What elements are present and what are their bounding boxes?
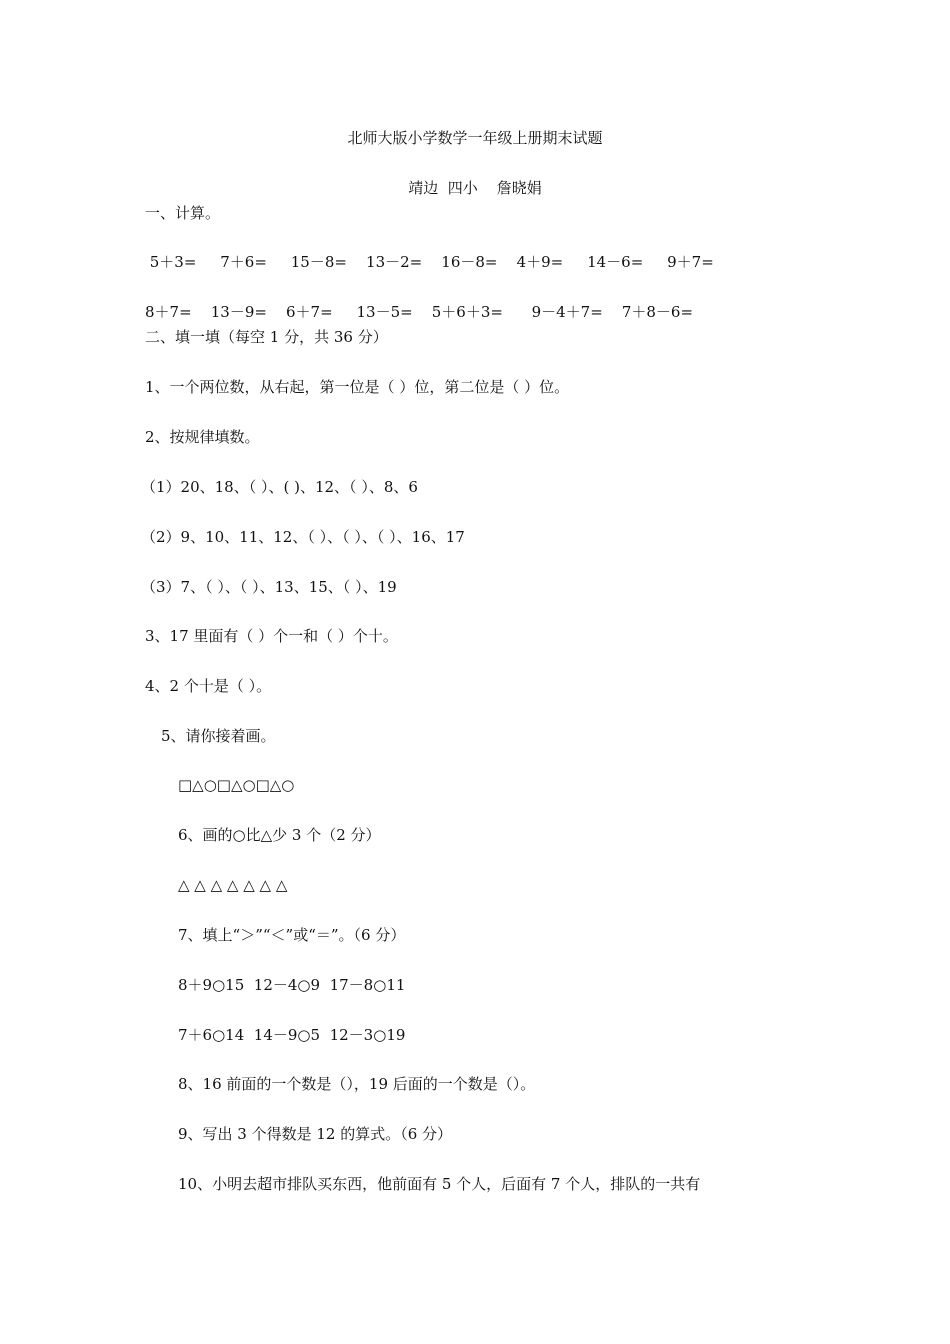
question-7-row-1: 8＋9○15 12－4○9 17－8○11 <box>178 976 406 994</box>
question-8: 8、16 前面的一个数是（），19 后面的一个数是（）。 <box>178 1075 536 1093</box>
section2-heading: 二、填一填（每空 1 分，共 36 分） <box>145 328 388 346</box>
question-1: 1、一个两位数，从右起，第一位是（ ）位，第二位是（ ）位。 <box>145 378 570 396</box>
question-4: 4、2 个十是（ ）。 <box>145 677 272 695</box>
section1-heading: 一、计算。 <box>145 204 221 222</box>
question-5: 5、请你接着画。 <box>161 727 276 745</box>
question-9: 9、写出 3 个得数是 12 的算式。（6 分） <box>178 1125 453 1143</box>
question-6: 6、画的○比△少 3 个（2 分） <box>178 826 381 844</box>
question-7: 7、填上“＞”“＜”或“＝”。（6 分） <box>178 926 406 944</box>
question-2-part-1: （1）20、18、（ ）、( )、12、（ ）、8、6 <box>141 478 418 496</box>
question-2: 2、按规律填数。 <box>145 428 260 446</box>
calc-row-1: 5＋3= 7＋6= 15－8= 13－2= 16－8= 4＋9= 14－6= 9＋7= <box>145 253 714 271</box>
document-author: 靖边 四小 詹晓娟 <box>408 179 542 197</box>
question-6-shapes: △ △ △ △ △ △ △ <box>178 876 288 894</box>
question-5-shapes: □△○□△○□△○ <box>178 776 295 794</box>
question-3: 3、17 里面有（ ）个一和（ ）个十。 <box>145 627 398 645</box>
question-2-part-3: （3）7、（ ）、（ ）、13、15、（ ）、19 <box>141 578 397 596</box>
question-10: 10、小明去超市排队买东西，他前面有 5 个人，后面有 7 个人，排队的一共有 <box>178 1175 701 1193</box>
document-title: 北师大版小学数学一年级上册期末试题 <box>347 129 603 147</box>
question-2-part-2: （2）9、10、11、12、（ ）、（ ）、（ ）、16、17 <box>141 528 465 546</box>
calc-row-2: 8＋7= 13－9= 6＋7= 13－5= 5＋6＋3= 9－4＋7= 7＋8－6= <box>145 303 694 321</box>
question-7-row-2: 7＋6○14 14－9○5 12－3○19 <box>178 1026 406 1044</box>
